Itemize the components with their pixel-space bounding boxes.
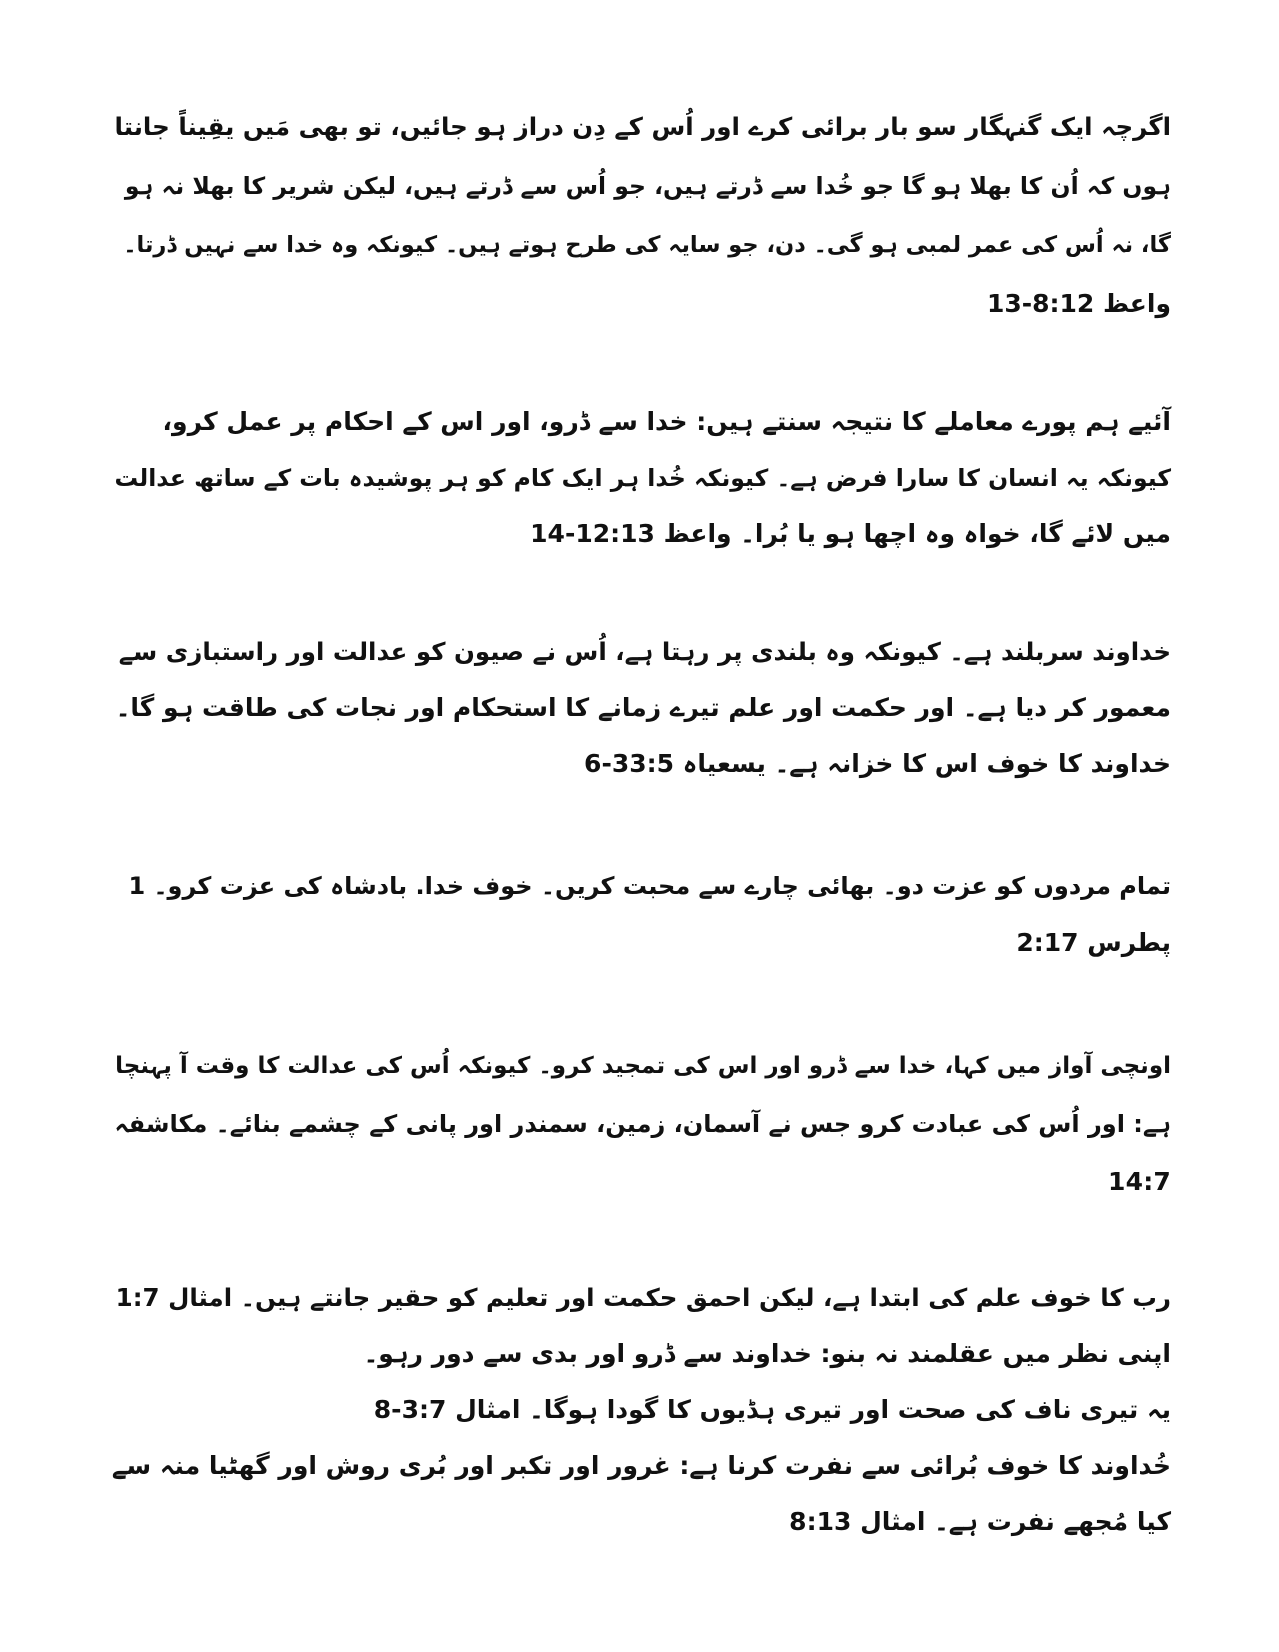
passage-line: خداوند کا خوف اس کا خزانہ ہے۔ یسعیاہ 33:5-6 [584, 749, 1171, 778]
passage-line: معمور کر دیا ہے۔ اور حکمت اور علم تیرے زمانے کا استحکام اور نجات کی طاقت ہو گا۔ [115, 693, 1171, 722]
passage-line: تمام مردوں کو عزت دو۔ بھائی چارے سے محبت کریں۔ خوف خدا. بادشاہ کی عزت کرو۔ 1 [128, 872, 1171, 900]
passage-line: اگرچہ ایک گنہگار سو بار برائی کرے اور اُس کے دِن دراز ہو جائیں، تو بھی مَیں یقِیناً جانتا [114, 112, 1171, 141]
passage-line: 14:7 [1108, 1167, 1171, 1196]
passage-line: رب کا خوف علم کی ابتدا ہے، لیکن احمق حکمت اور تعلیم کو حقیر جانتے ہیں۔ امثال 1:7 [115, 1283, 1171, 1312]
passage-line: ہے: اور اُس کی عبادت کرو جس نے آسمان، زمین، سمندر اور پانی کے چشمے بنائے۔ مکاشفہ [114, 1110, 1171, 1138]
passage-line: آئیے ہم پورے معاملے کا نتیجہ سنتے ہیں: خدا سے ڈرو، اور اس کے احکام پر عمل کرو، [162, 407, 1171, 436]
passage-line: کیونکہ یہ انسان کا سارا فرض ہے۔ کیونکہ خُدا ہر ایک کام کو ہر پوشیدہ بات کے ساتھ عدالت [114, 464, 1171, 492]
passage-line: خُداوند کا خوف بُرائی سے نفرت کرنا ہے: غرور اور تکبر اور بُری روش اور گھٹیا منہ سے [111, 1451, 1171, 1480]
passage-line: خداوند سربلند ہے۔ کیونکہ وہ بلندی پر رہتا ہے، اُس نے صیون کو عدالت اور راستبازی سے [118, 637, 1171, 666]
passage-reference: واعظ 8:12-13 [986, 289, 1171, 318]
passage-line: میں لائے گا، خواہ وہ اچھا ہو یا بُرا۔ واعظ 12:13-14 [530, 519, 1171, 548]
passage-line: اپنی نظر میں عقلمند نہ بنو: خداوند سے ڈرو اور بدی سے دور رہو۔ [363, 1339, 1171, 1368]
passage-line: گا، نہ اُس کی عمر لمبی ہو گی۔ دن، جو سایہ کی طرح ہوتے ہیں۔ کیونکہ وہ خدا سے نہیں ڈرتا۔ [123, 232, 1171, 258]
passage-line: یہ تیری ناف کی صحت اور تیری ہڈیوں کا گودا ہوگا۔ امثال 3:7-8 [373, 1395, 1171, 1424]
passage-line: کیا مُجھے نفرت ہے۔ امثال 8:13 [789, 1507, 1171, 1536]
passage-line: پطرس 2:17 [1016, 928, 1171, 957]
passage-line: ہوں کہ اُن کا بھلا ہو گا جو خُدا سے ڈرتے ہیں، جو اُس سے ڈرتے ہیں، لیکن شریر کا بھلا نہ ہو [124, 172, 1171, 200]
passage-line: اونچی آواز میں کہا، خدا سے ڈرو اور اس کی تمجید کرو۔ کیونکہ اُس کی عدالت کا وقت آ پہنچا [115, 1053, 1171, 1079]
